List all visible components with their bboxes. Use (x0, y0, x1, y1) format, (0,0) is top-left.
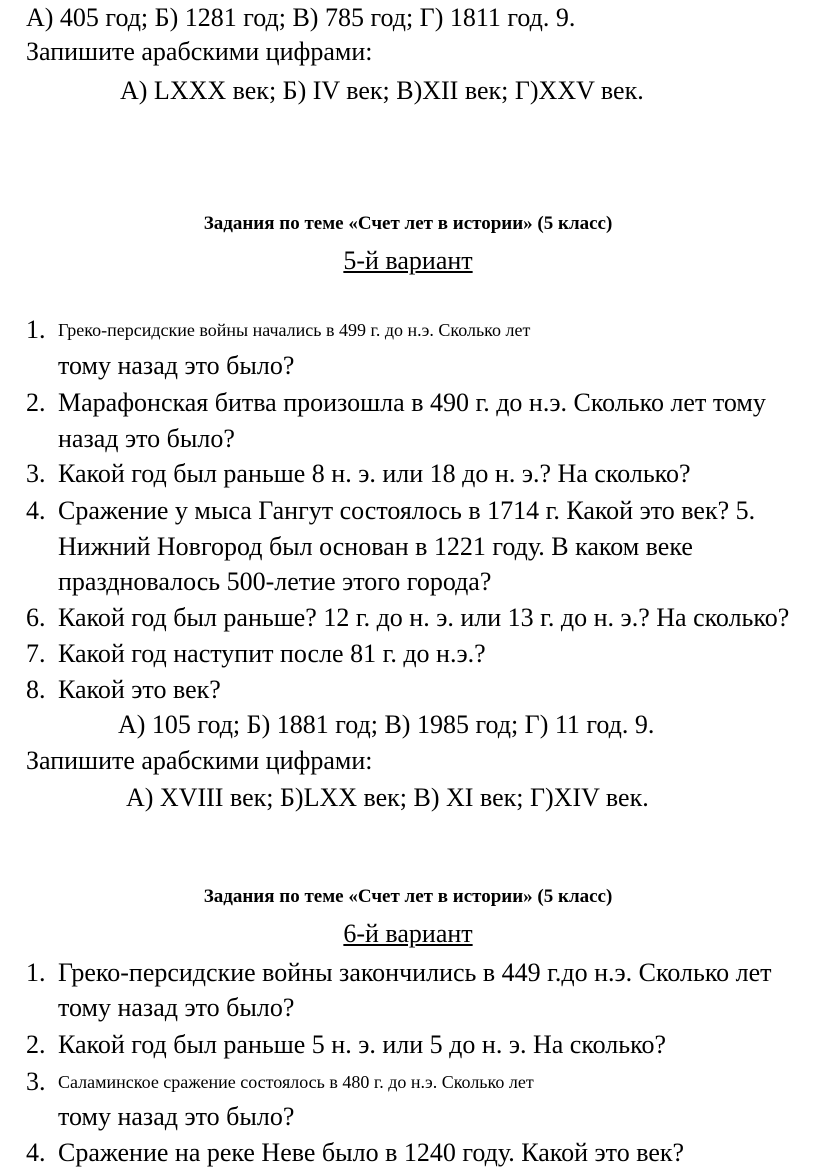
question-line (58, 1066, 814, 1098)
previous-answers-line: А) 405 год; Б) 1281 год; В) 785 год; Г) 1811 год. 9. (26, 3, 576, 32)
question-line: Какой это век? (58, 675, 221, 704)
question-line: тому назад это было? (58, 351, 295, 380)
question-line: Какой год наступит после 81 г. до н.э.? (58, 639, 486, 668)
question-number: 3. (26, 459, 46, 488)
question-number: 2. (26, 388, 46, 417)
question-number: 8. (26, 675, 46, 704)
question-line: назад это было? (58, 424, 235, 453)
question-line: Марафонская битва произошла в 490 г. до н.э. Сколько лет тому (58, 388, 766, 417)
question-line: Нижний Новгород был основан в 1221 году. В каком веке (58, 532, 693, 561)
question-number: 2. (26, 1030, 46, 1059)
question-number: 4. (26, 1138, 46, 1167)
previous-write-instruction: Запишите арабскими цифрами: (26, 37, 373, 66)
variant6-heading: Задания по теме «Счет лет в истории» (5 класс) (203, 886, 613, 907)
question-line: тому назад это было? (58, 993, 295, 1022)
question-line: Какой год был раньше 8 н. э. или 18 до н. э.? На сколько? (58, 459, 691, 488)
previous-roman-line: А) LXXX век; Б) IV век; В)XII век; Г)XXV век. (120, 76, 644, 105)
question-number: 1. (26, 315, 46, 344)
text-span: Греко-персидские войны начались в 499 г. до н.э. Сколько лет (58, 320, 531, 340)
variant6-title: 6-й вариант (343, 919, 473, 948)
text-span: Саламинское сражение состоялось в 480 г. до н.э. Сколько лет (58, 1072, 534, 1092)
question-line: Какой год был раньше? 12 г. до н. э. или 13 г. до н. э.? На сколько? (58, 603, 790, 632)
variant5-heading: Задания по теме «Счет лет в истории» (5 класс) (203, 213, 613, 234)
question-line (58, 314, 814, 346)
question-line: Сражение у мыса Гангут состоялось в 1714 г. Какой это век? 5. (58, 496, 756, 525)
question-number: 4. (26, 496, 46, 525)
variant5-title: 5-й вариант (343, 246, 473, 275)
question-line: праздновалось 500-летие этого города? (58, 567, 492, 596)
question-line: Греко-персидские войны закончились в 449 г.до н.э. Сколько лет (58, 958, 772, 987)
variant5-answers-line: А) 105 год; Б) 1881 год; В) 1985 год; Г) 11 год. 9. (118, 710, 655, 739)
question-number: 6. (26, 603, 46, 632)
variant5-roman-line: А) XVIII век; Б)LXX век; В) XI век; Г)XIV век. (126, 783, 649, 812)
question-number: 3. (26, 1067, 46, 1096)
question-number: 1. (26, 958, 46, 987)
variant5-write-instruction: Запишите арабскими цифрами: (26, 746, 373, 775)
question-number: 7. (26, 639, 46, 668)
question-line: тому назад это было? (58, 1102, 295, 1131)
question-line: Сражение на реке Неве было в 1240 году. Какой это век? (58, 1138, 685, 1167)
question-line: Какой год был раньше 5 н. э. или 5 до н. э. На сколько? (58, 1030, 666, 1059)
